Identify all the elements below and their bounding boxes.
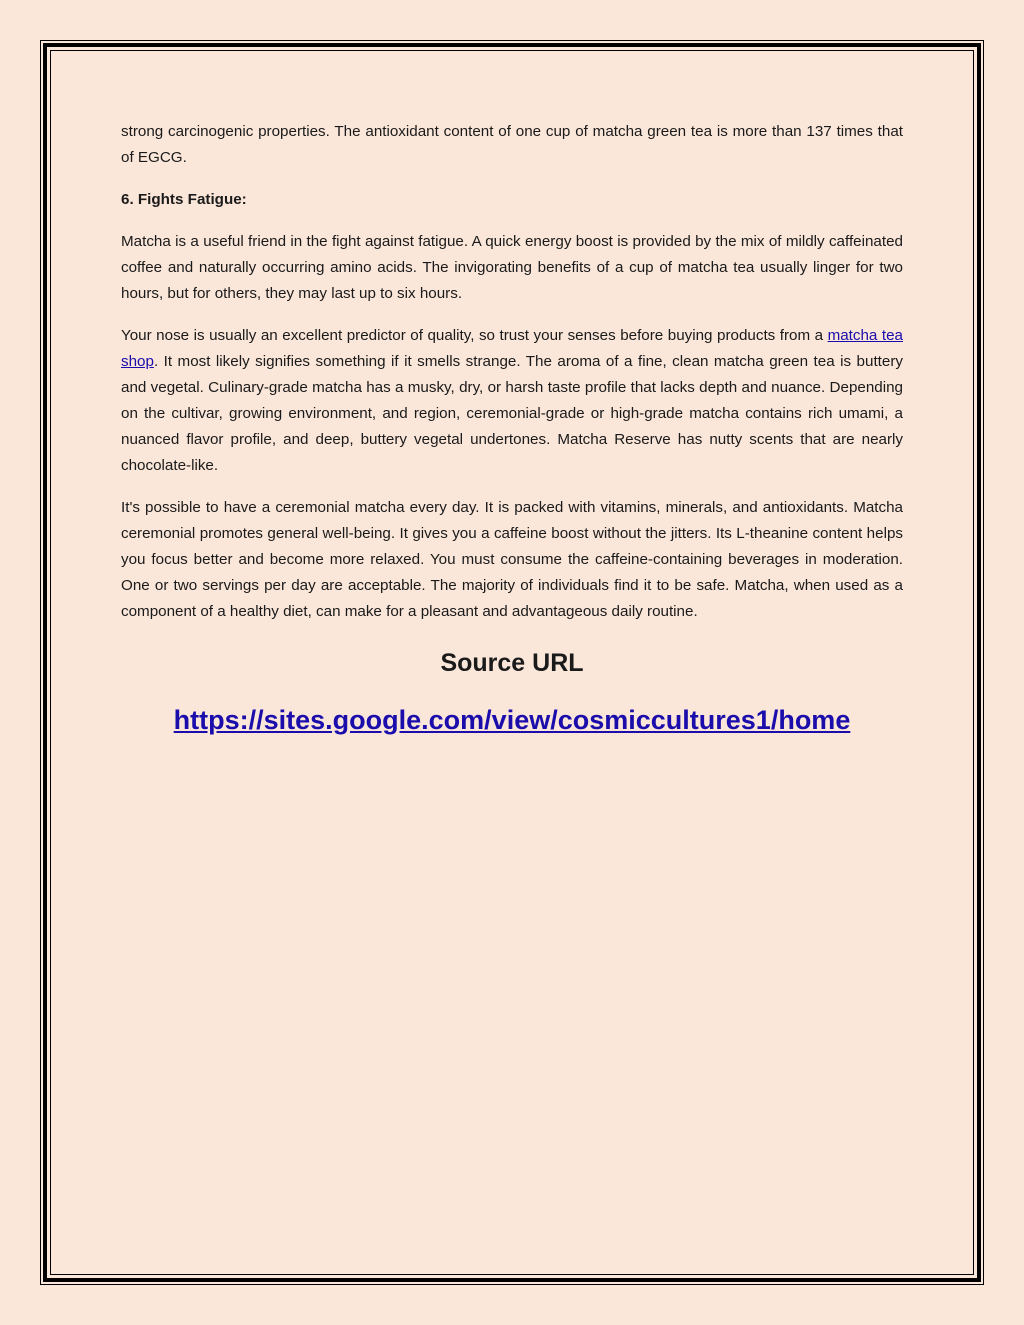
paragraph-carcinogenic: strong carcinogenic properties. The antioxidant content of one cup of matcha green tea is more than 137 times that of EGCG. <box>121 123 903 166</box>
heading-fights-fatigue: 6. Fights Fatigue: <box>121 191 247 208</box>
paragraph-quality-text-start: Your nose is usually an excellent predictor of quality, so trust your senses before buying products from a <box>121 327 828 344</box>
paragraph-ceremonial: It's possible to have a ceremonial matcha every day. It is packed with vitamins, minerals, and antioxidants. Matcha ceremonial promotes general well-being. It gives you a caffeine boost without the jitters. Its L-theanine content helps you focus better and become more relaxed. You must consume the caffeine-containing beverages in moderation. One or two servings per day are acceptable. The majority of individuals find it to be safe. Matcha, when used as a component of a healthy diet, can make for a pleasant and advantageous daily routine. <box>121 499 903 620</box>
paragraph-fatigue: Matcha is a useful friend in the fight against fatigue. A quick energy boost is provided by the mix of mildly caffeinated coffee and naturally occurring amino acids. The invigorating benefits of a cup of matcha tea usually linger for two hours, but for others, they may last up to six hours. <box>121 233 903 302</box>
source-url-heading: Source URL <box>440 649 584 677</box>
source-url-link[interactable]: https://sites.google.com/view/cosmiccultures1/home <box>173 705 851 735</box>
paragraph-quality-text-end: . It most likely signifies something if it smells strange. The aroma of a fine, clean matcha green tea is buttery and vegetal. Culinary-grade matcha has a musky, dry, or harsh taste profile that lacks depth and nuance. Depending on the cultivar, growing environment, and region, ceremonial-grade or high-grade matcha contains rich umami, a nuanced flavor profile, and deep, buttery vegetal undertones. Matcha Reserve has nutty scents that are nearly chocolate-like. <box>121 353 903 474</box>
paragraph-quality <box>121 323 903 479</box>
document-body <box>121 119 903 737</box>
matcha-tea-shop-link[interactable]: matcha tea shop <box>121 327 903 370</box>
